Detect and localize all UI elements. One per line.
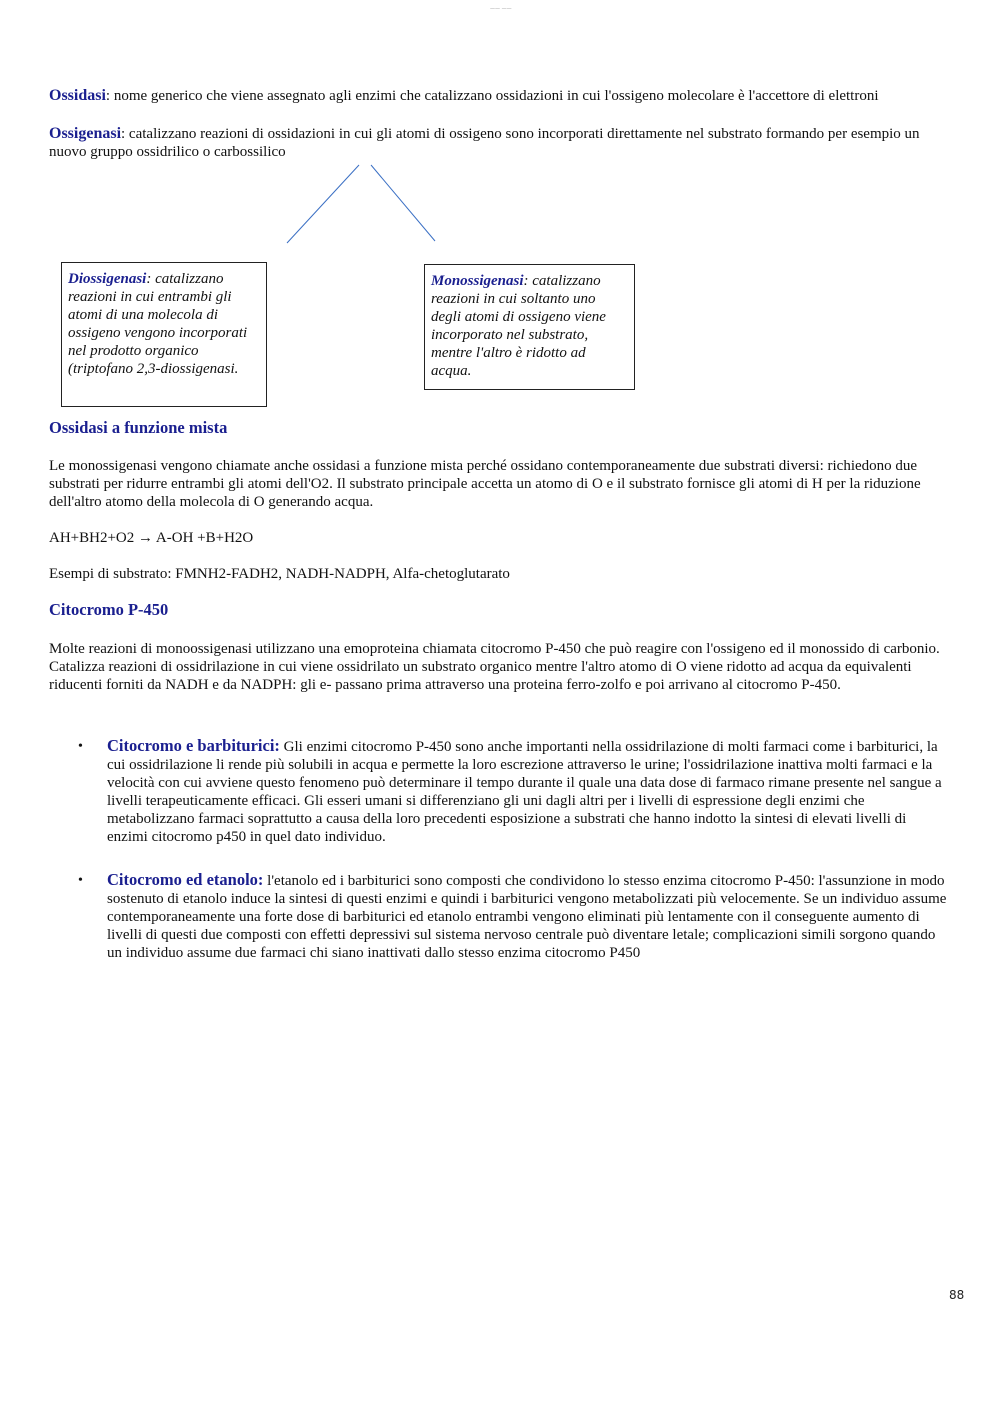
section2-paragraph: Molte reazioni di monoossigenasi utilizzano una emoproteina chiamata citocromo P-450 che può reagire con l'ossigeno ed il monossido di carbonio. Catalizza reazioni di ossidrilazione in cui viene ossidrilato un substrato organico mentre l'altro atomo di O viene ridotto ad acqua da equivalenti riducenti forniti da NADH e da NADPH: gli e- passano prima attraverso una proteina ferro-zolfo e poi arrivano al citocromo P-450. (49, 641, 940, 693)
diossigenasi-text: : catalizzano reazioni in cui entrambi gli atomi di una molecola di ossigeno vengono incorporati nel prodotto organico (triptofano 2,3-diossigenasi. (68, 271, 248, 377)
ossigenasi-text: : catalizzano reazioni di ossidazioni in cui gli atomi di ossigeno sono incorporati direttamente nel substrato formando per esempio un nuovo gruppo ossidrilico o carbossilico (49, 126, 920, 160)
ossidasi-term: Ossidasi (49, 87, 106, 104)
bullet-item-etanolo (107, 871, 952, 962)
header-mark: —— —— (490, 6, 512, 12)
monossigenasi-term: Monossigenasi (431, 273, 524, 289)
page-number: 88 (949, 1288, 965, 1302)
monossigenasi-box (424, 264, 635, 390)
diossigenasi-term: Diossigenasi (68, 271, 147, 287)
bullet-text-barbiturici: Gli enzimi citocromo P-450 sono anche importanti nella ossidrilazione di molti farmaci come i barbiturici, la cui ossidrilazione li rende più solubili in acqua e permette la loro escrezione attraverso le urine; l'ossidrilazione inattiva molti farmaci e la velocità con cui avviene questo fenomeno può determinare il tempo durante il quale una data dose di farmaco rimane presente nel sangue a livelli terapeuticamente efficaci. Gli esseri umani si differenziano gli uni dagli altri per i livelli di espressione degli enzimi che metabolizzano farmaci soprattutto a causa della loro precedenti esposizione a substrati che hanno indotto la sintesi di elevati livelli di enzimi citocromo p450 in quel dato individuo. (107, 739, 942, 845)
bullet-term-etanolo: Citocromo ed etanolo: (107, 870, 264, 889)
ossidasi-text: : nome generico che viene assegnato agli enzimi che catalizzano ossidazioni in cui l'ossigeno molecolare è l'accettore di elettroni (105, 88, 879, 104)
reaction-equation: AH+BH2+O2 → A-OH +B+H2O (49, 530, 254, 546)
bullet-icon: • (78, 873, 83, 888)
section1-paragraph: Le monossigenasi vengono chiamate anche ossidasi a funzione mista perché ossidano contemporaneamente due substrati diversi: richiedono due substrati per ridurre entrambi gli atomi dell'O2. Il substrato principale accetta un atomo di O e il substrato fornisce gli atomi di H per la riduzione dell'altro atomo della molecola di O generando acqua. (49, 458, 921, 510)
bullet-text-etanolo: l'etanolo ed i barbiturici sono composti che condividono lo stesso enzima citocromo P-450: l'assunzione in modo sostenuto di etanolo induce la sintesi di questi enzimi e quindi i barbiturici vengono metabolizzati più velocemente. Se un individuo assume contemporaneamente una forte dose di barbiturici ed etanolo entrambi vengono eliminati più lentamente con il conseguente aumento di livelli di questi due composti con effetti depressivi sul sistema nervoso centrale può diventare letale; complicazioni simili sorgono quando un individuo assume due farmaci chi siano inattivati dallo stesso enzima citocromo P450 (107, 873, 947, 961)
branch-lines (0, 0, 1000, 260)
bullet-icon: • (78, 739, 83, 754)
section-heading-citocromo-p450: Citocromo P-450 (49, 600, 169, 619)
monossigenasi-text: : catalizzano reazioni in cui soltanto uno degli atomi di ossigeno viene incorporato nel substrato, mentre l'altro è ridotto ad acqua. (431, 273, 606, 379)
ossigenasi-term: Ossigenasi (49, 125, 122, 142)
substrate-examples: Esempi di substrato: FMNH2-FADH2, NADH-NADPH, Alfa-chetoglutarato (49, 566, 510, 582)
bullet-term-barbiturici: Citocromo e barbiturici: (107, 736, 280, 755)
diossigenasi-box (61, 262, 267, 407)
branch-line-right (371, 165, 435, 241)
bullet-item-barbiturici (107, 737, 942, 846)
branch-line-left (287, 165, 359, 243)
section-heading-ossidasi-funzione-mista: Ossidasi a funzione mista (49, 418, 228, 437)
